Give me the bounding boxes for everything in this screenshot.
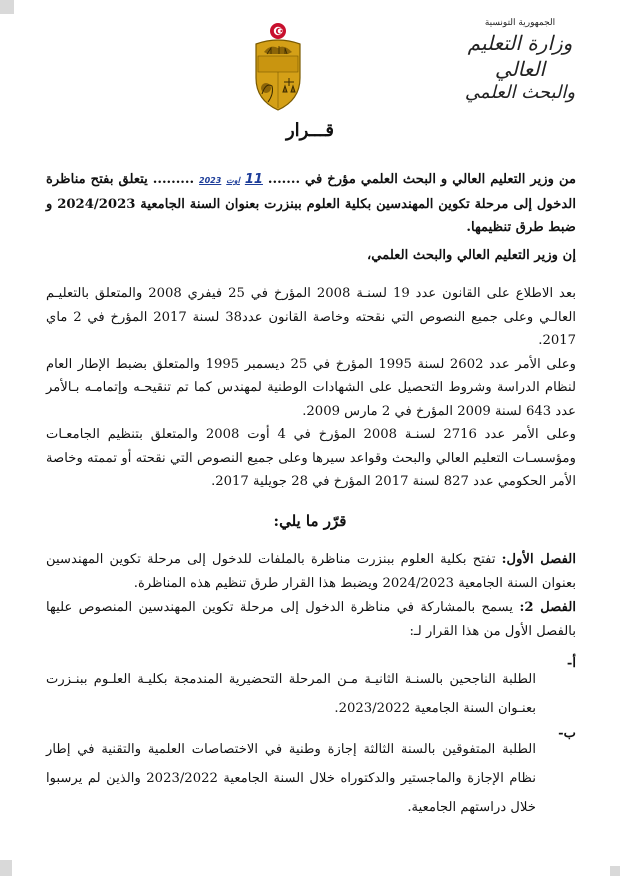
list-item-text: الطلبة الناجحين بالسنـة الثانيـة مـن المرحلة التحضيرية المندمجة بكليـة العلـوم ببنـزرت بعنـوان السنة الجامعية 2023/2022. xyxy=(46,672,536,717)
list-item-mark: ب- xyxy=(558,726,576,741)
scan-corner-bottom-right xyxy=(610,866,620,876)
ministry-name-line1: وزارة التعليم العالي xyxy=(467,31,573,81)
list-item xyxy=(46,722,576,835)
list-item-text: الطلبة المتفوقين بالسنة الثالثة إجازة وطنية في الاختصاصات العلمية والتقنية في إطار نظام الإجازة والماجستير والدكتوراه خلال السنة الجامعية 2023/2022 والذين لم يرسبوا خلال دراستهم الجامعية. xyxy=(46,742,536,816)
page-title: قـــرار xyxy=(285,120,335,141)
articles-section xyxy=(46,548,576,644)
decides-heading: قرّر ما يلي: xyxy=(273,512,347,530)
minister-line: إن وزير التعليم العالي والبحث العلمي، xyxy=(367,247,576,263)
heading-part2: ......... يتعلق بفتح مناظرة الدخول إلى مرحلة تكوين المهندسين بكلية العلوم ببنزرت بعنوان السنة الجامعية 2024/2023 و ضبط طرق تنظيمها. xyxy=(46,172,576,235)
article-2-text: يسمح بالمشاركة في مناظرة الدخول إلى مرحلة تكوين المهندسين المنصوص عليها بالفصل الأول من هذا القرار لـ: xyxy=(46,600,576,639)
scan-corner-top-left xyxy=(0,0,14,14)
visas-section xyxy=(46,282,576,494)
article-2 xyxy=(46,596,576,644)
article-2-label: الفصل 2: xyxy=(519,600,577,615)
visa-paragraph: وعلى الأمر عدد 2716 لسنـة 2008 المؤرخ في 4 أوت 2008 والمتعلق بتنظيم الجامعـات ومؤسسـات التعليم العالي والبحث وقواعد سيرها وعلى جميع النصوص التي نقحته أو تممته وخاصة الأمر الحكومي عدد 827 لسنة 2017 المؤرخ في 28 جويلية 2017. xyxy=(46,427,577,489)
article-1-label: الفصل الأول: xyxy=(501,552,576,567)
visa-paragraph: بعد الاطلاع على القانون عدد 19 لسنـة 2008 المؤرخ في 25 فيفري 2008 والمتعلق بالتعليـم العالـي وعلى جميع النصوص التي نقحته وخاصة القانون عدد38 لسنة 2017 المؤرخ في 2 ماي 2017. xyxy=(46,286,576,348)
handwritten-year: 2023 xyxy=(199,176,222,185)
republic-label: الجمهورية التونسية xyxy=(484,18,556,28)
handwritten-month: اوت xyxy=(226,176,240,185)
list-item-mark: أ- xyxy=(566,656,576,671)
scan-corner-bottom-left xyxy=(0,860,12,876)
article-1-text: تفتح بكلية العلوم ببنزرت مناظرة بالملفات للدخول إلى مرحلة تكوين المهندسين بعنوان السنة الجامعية 2024/2023 ويضبط هذا القرار طرق تنظيم هذه المناظرة. xyxy=(46,552,576,591)
ministry-header xyxy=(450,18,590,104)
visa-paragraph: وعلى الأمر عدد 2602 لسنة 1995 المؤرخ في 25 ديسمبر 1995 والمتعلق بضبط الإطار العام لنظام الدراسة وشروط التحصيل على الشهادات الوطنية لمهندس كما تم تنقيحـه وإتمامـه بـالأمر عدد 643 لسنة 2009 المؤرخ في 2 مارس 2009. xyxy=(46,356,577,419)
tunisia-coat-of-arms-icon xyxy=(250,22,306,114)
decree-heading xyxy=(46,168,576,240)
ministry-name-line2: والبحث العلمي xyxy=(464,82,576,103)
heading-part1: من وزير التعليم العالي و البحث العلمي مؤرخ في ....... xyxy=(267,172,577,187)
decree-intro xyxy=(46,168,576,267)
article-1 xyxy=(46,548,576,596)
handwritten-day: 11 xyxy=(244,172,263,187)
